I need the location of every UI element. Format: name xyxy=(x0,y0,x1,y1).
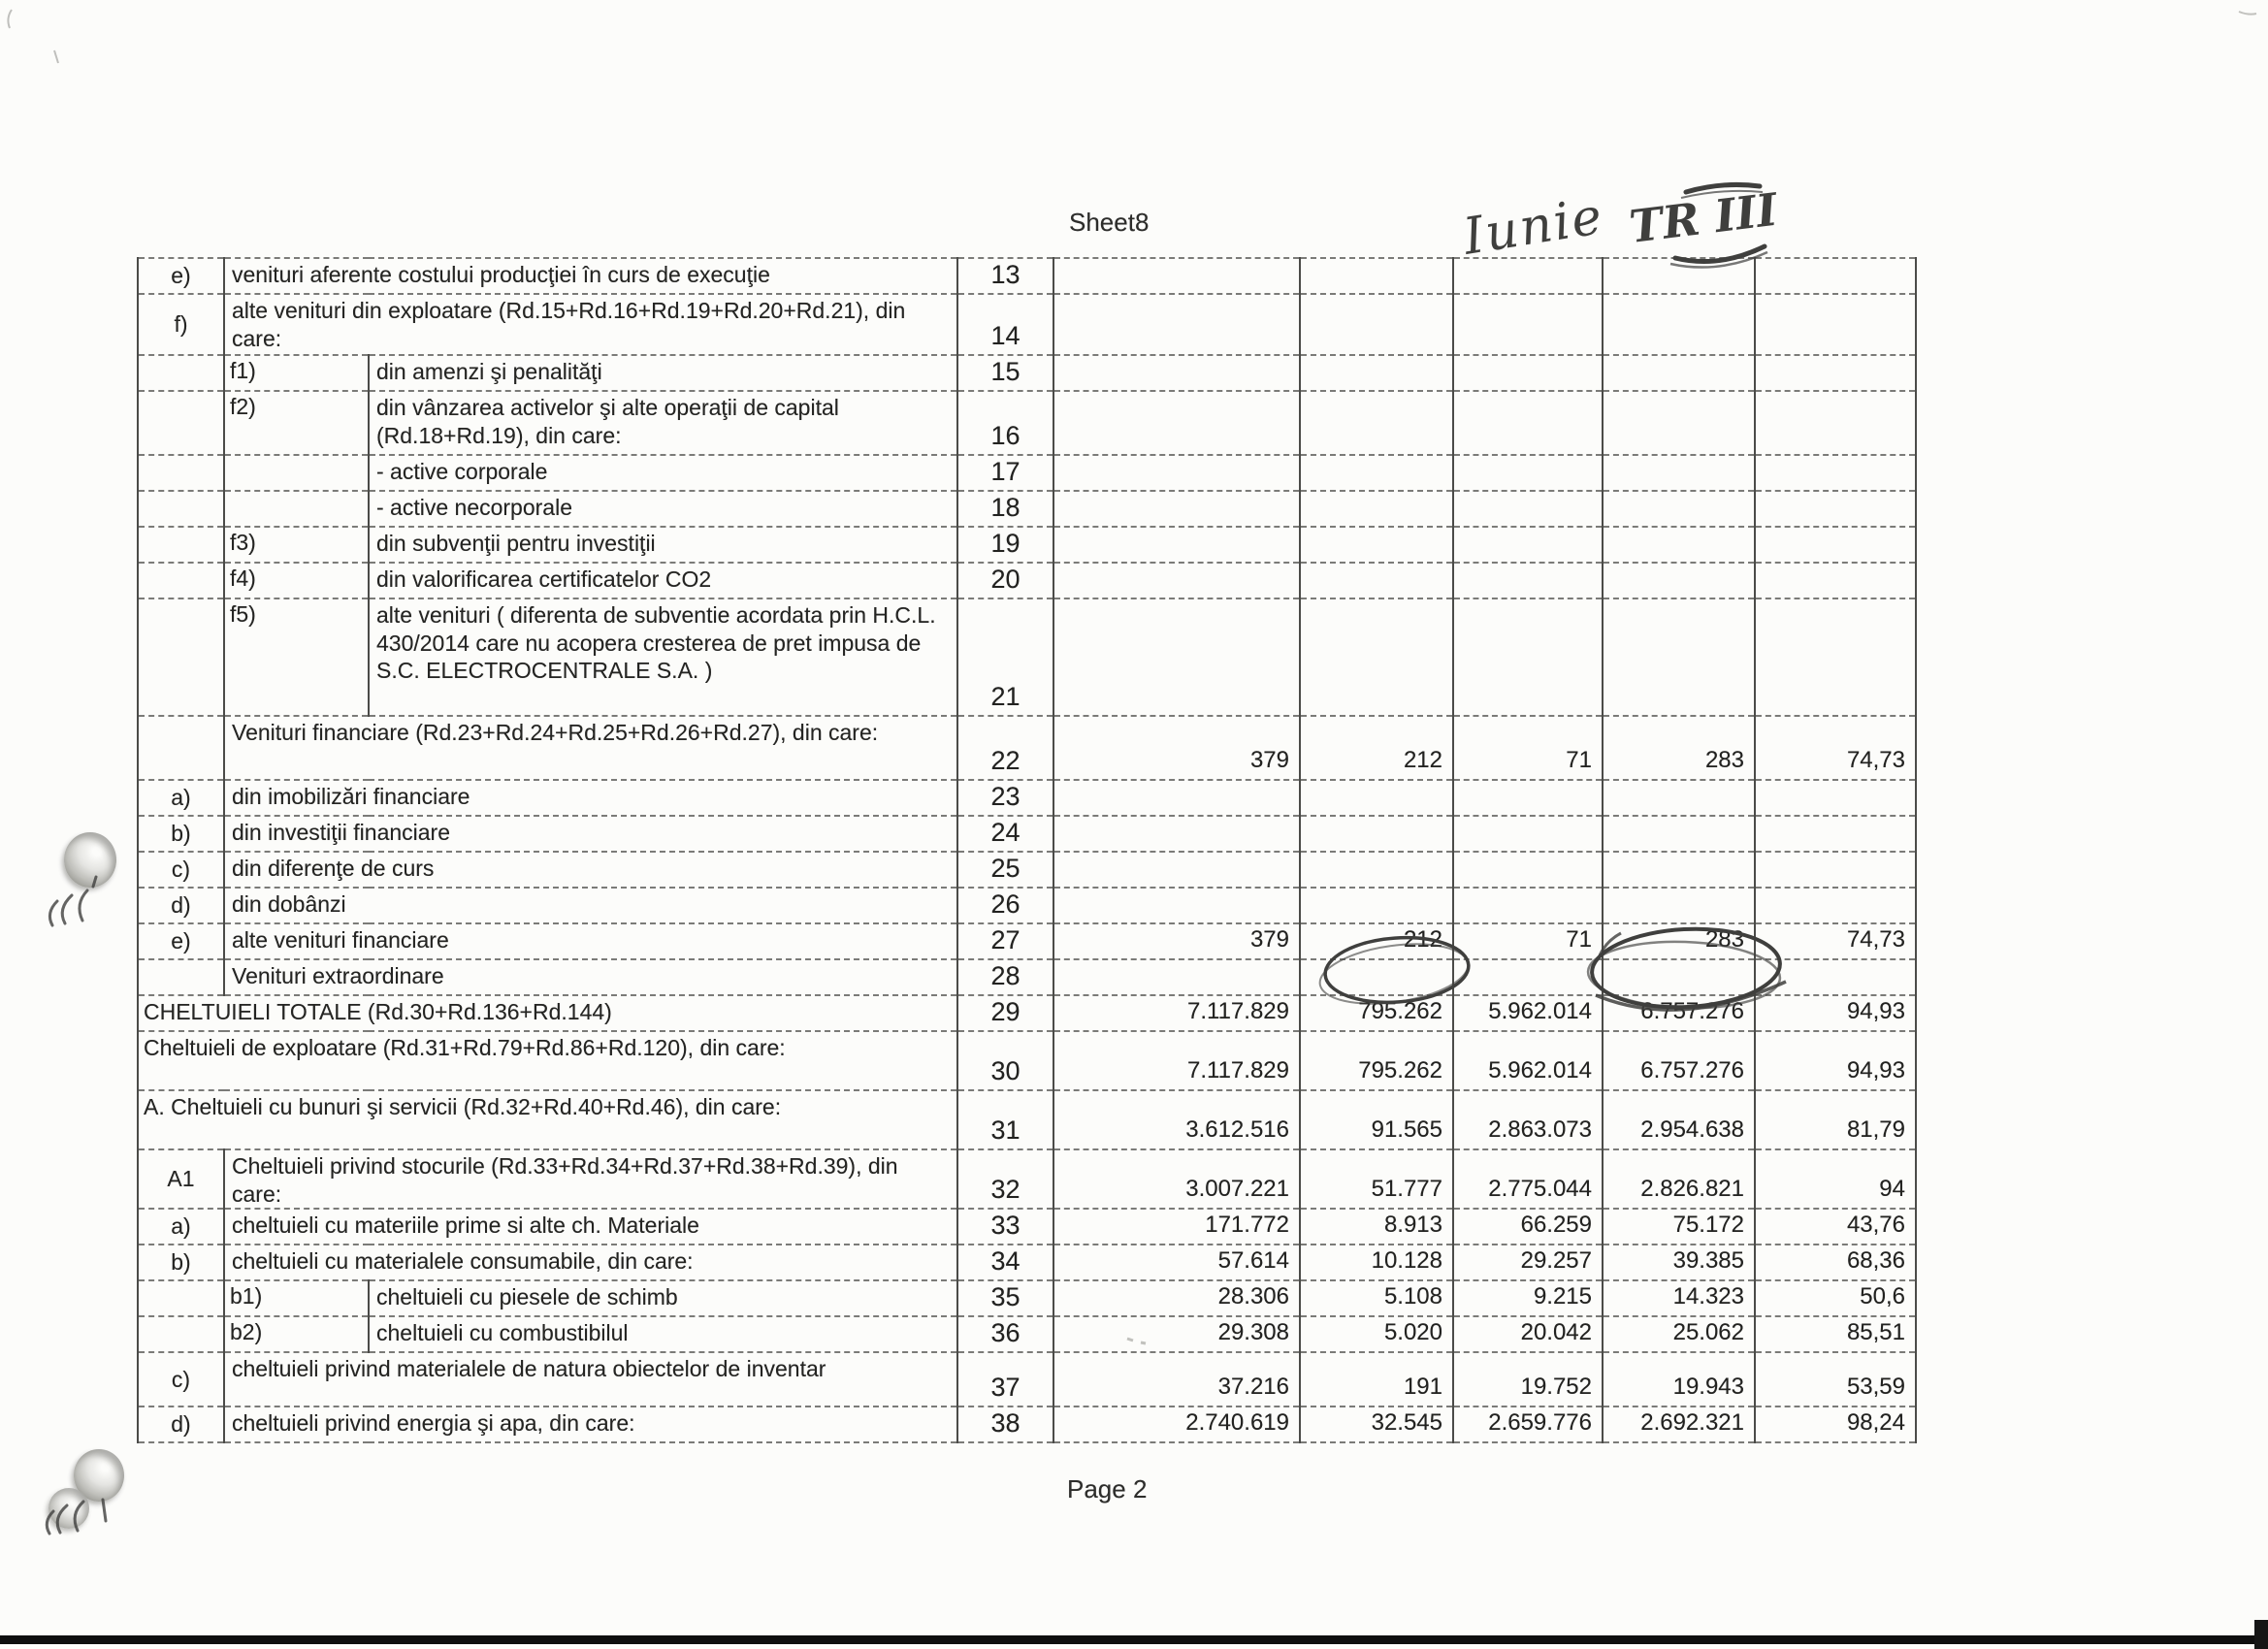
item-letter-cell: c) xyxy=(138,852,224,888)
item-label-cell: cheltuieli privind energia şi apa, din care: xyxy=(224,1406,957,1442)
value-cell xyxy=(1300,258,1453,294)
value-cell: 57.614 xyxy=(1053,1245,1300,1280)
page-number-footer: Page 2 xyxy=(1067,1474,1148,1504)
value-cell: 98,24 xyxy=(1755,1406,1916,1442)
value-cell xyxy=(1053,455,1300,491)
item-letter-cell xyxy=(138,598,224,716)
item-letter-cell: d) xyxy=(138,888,224,923)
item-letter-cell xyxy=(138,355,224,391)
value-cell xyxy=(1453,527,1603,563)
value-cell xyxy=(1053,391,1300,455)
value-cell xyxy=(1300,563,1453,598)
item-label-cell: Venituri financiare (Rd.23+Rd.24+Rd.25+Rd.26+Rd.27), din care: xyxy=(224,716,957,780)
item-label-cell: Cheltuieli de exploatare (Rd.31+Rd.79+Rd.86+Rd.120), din care: xyxy=(138,1031,957,1090)
value-cell: 5.108 xyxy=(1300,1280,1453,1316)
value-cell: 7.117.829 xyxy=(1053,1031,1300,1090)
table-row xyxy=(138,959,1916,995)
table-row xyxy=(138,1406,1916,1442)
value-cell: 14.323 xyxy=(1603,1280,1755,1316)
table-row xyxy=(138,923,1916,959)
value-cell: 2.775.044 xyxy=(1453,1149,1603,1209)
value-cell xyxy=(1453,294,1603,355)
value-cell xyxy=(1755,563,1916,598)
value-cell xyxy=(1603,959,1755,995)
value-cell: 19.943 xyxy=(1603,1352,1755,1406)
value-cell xyxy=(1053,780,1300,816)
item-subletter-cell: f5) xyxy=(224,598,369,716)
item-label-cell: - active corporale xyxy=(369,455,957,491)
value-cell xyxy=(1755,852,1916,888)
value-cell: 2.692.321 xyxy=(1603,1406,1755,1442)
value-cell: 74,73 xyxy=(1755,716,1916,780)
value-cell xyxy=(1453,455,1603,491)
value-cell xyxy=(1603,852,1755,888)
item-letter-cell xyxy=(138,1280,224,1316)
row-number-cell: 15 xyxy=(957,355,1053,391)
value-cell: 283 xyxy=(1603,716,1755,780)
item-letter-cell xyxy=(138,527,224,563)
value-cell: 71 xyxy=(1453,923,1603,959)
handwriting-overline-echo xyxy=(1681,191,1763,198)
item-letter-cell: c) xyxy=(138,1352,224,1406)
item-label-cell: cheltuieli cu materialele consumabile, din care: xyxy=(224,1245,957,1280)
item-label-cell: cheltuieli privind materialele de natura obiectelor de inventar xyxy=(224,1352,957,1406)
value-cell xyxy=(1300,355,1453,391)
value-cell: 795.262 xyxy=(1300,995,1453,1031)
value-cell: 81,79 xyxy=(1755,1090,1916,1149)
item-letter-cell xyxy=(138,959,224,995)
value-cell xyxy=(1453,888,1603,923)
item-subletter-cell xyxy=(224,491,369,527)
value-cell: 37.216 xyxy=(1053,1352,1300,1406)
value-cell xyxy=(1453,563,1603,598)
value-cell: 51.777 xyxy=(1300,1149,1453,1209)
sheet-title: Sheet8 xyxy=(1069,208,1150,237)
row-number-cell: 37 xyxy=(957,1352,1053,1406)
value-cell: 20.042 xyxy=(1453,1316,1603,1352)
value-cell xyxy=(1755,780,1916,816)
value-cell: 2.826.821 xyxy=(1603,1149,1755,1209)
item-letter-cell: a) xyxy=(138,780,224,816)
item-letter-cell: a) xyxy=(138,1209,224,1245)
table-row xyxy=(138,995,1916,1031)
value-cell: 32.545 xyxy=(1300,1406,1453,1442)
item-label-cell: alte venituri financiare xyxy=(224,923,957,959)
value-cell xyxy=(1053,355,1300,391)
table-row xyxy=(138,355,1916,391)
financial-table xyxy=(137,257,1917,1443)
value-cell xyxy=(1755,294,1916,355)
table-row xyxy=(138,816,1916,852)
item-label-cell: CHELTUIELI TOTALE (Rd.30+Rd.136+Rd.144) xyxy=(138,995,957,1031)
scan-edge-mark xyxy=(2254,1620,2268,1649)
value-cell xyxy=(1755,491,1916,527)
value-cell xyxy=(1300,391,1453,455)
item-letter-cell xyxy=(138,391,224,455)
value-cell xyxy=(1300,816,1453,852)
table-row xyxy=(138,1245,1916,1280)
value-cell: 43,76 xyxy=(1755,1209,1916,1245)
item-subletter-cell: f3) xyxy=(224,527,369,563)
value-cell: 91.565 xyxy=(1300,1090,1453,1149)
item-label-cell: cheltuieli cu combustibilul xyxy=(369,1316,957,1352)
value-cell xyxy=(1453,258,1603,294)
item-label-cell: din diferenţe de curs xyxy=(224,852,957,888)
value-cell xyxy=(1755,598,1916,716)
value-cell: 71 xyxy=(1453,716,1603,780)
value-cell xyxy=(1603,816,1755,852)
item-subletter-cell: b2) xyxy=(224,1316,369,1352)
row-number-cell: 25 xyxy=(957,852,1053,888)
value-cell: 7.117.829 xyxy=(1053,995,1300,1031)
value-cell xyxy=(1453,852,1603,888)
hole-punch-smudge xyxy=(64,832,116,888)
value-cell xyxy=(1053,888,1300,923)
item-label-cell: din amenzi şi penalităţi xyxy=(369,355,957,391)
item-subletter-cell: b1) xyxy=(224,1280,369,1316)
item-label-cell: Cheltuieli privind stocurile (Rd.33+Rd.34+Rd.37+Rd.38+Rd.39), din care: xyxy=(224,1149,957,1209)
value-cell xyxy=(1300,888,1453,923)
table-row xyxy=(138,1280,1916,1316)
value-cell xyxy=(1053,258,1300,294)
value-cell xyxy=(1300,780,1453,816)
value-cell: 5.962.014 xyxy=(1453,995,1603,1031)
value-cell: 6.757.276 xyxy=(1603,995,1755,1031)
row-number-cell: 33 xyxy=(957,1209,1053,1245)
row-number-cell: 32 xyxy=(957,1149,1053,1209)
value-cell xyxy=(1755,888,1916,923)
value-cell xyxy=(1300,455,1453,491)
value-cell xyxy=(1755,258,1916,294)
row-number-cell: 30 xyxy=(957,1031,1053,1090)
value-cell xyxy=(1603,355,1755,391)
value-cell: 2.740.619 xyxy=(1053,1406,1300,1442)
item-label-cell: din subvenţii pentru investiţii xyxy=(369,527,957,563)
table-row xyxy=(138,491,1916,527)
value-cell xyxy=(1300,598,1453,716)
item-letter-cell: A1 xyxy=(138,1149,224,1209)
item-label-cell: alte venituri din exploatare (Rd.15+Rd.16+Rd.19+Rd.20+Rd.21), din care: xyxy=(224,294,957,355)
row-number-cell: 23 xyxy=(957,780,1053,816)
table-row xyxy=(138,1090,1916,1149)
value-cell xyxy=(1755,959,1916,995)
item-label-cell: alte venituri ( diferenta de subventie acordata prin H.C.L. 430/2014 care nu acopera cresterea de pret impusa de S.C. ELECTROCENTRALE S.A. ) xyxy=(369,598,957,716)
item-letter-cell: e) xyxy=(138,923,224,959)
value-cell xyxy=(1755,355,1916,391)
item-subletter-cell: f4) xyxy=(224,563,369,598)
value-cell: 94,93 xyxy=(1755,995,1916,1031)
table-row xyxy=(138,294,1916,355)
item-label-cell: - active necorporale xyxy=(369,491,957,527)
item-letter-cell xyxy=(138,491,224,527)
value-cell: 5.020 xyxy=(1300,1316,1453,1352)
value-cell xyxy=(1053,527,1300,563)
value-cell xyxy=(1755,391,1916,455)
value-cell xyxy=(1603,598,1755,716)
value-cell: 379 xyxy=(1053,923,1300,959)
item-letter-cell xyxy=(138,716,224,780)
value-cell: 8.913 xyxy=(1300,1209,1453,1245)
row-number-cell: 28 xyxy=(957,959,1053,995)
value-cell xyxy=(1603,455,1755,491)
item-label-cell: din valorificarea certificatelor CO2 xyxy=(369,563,957,598)
value-cell: 191 xyxy=(1300,1352,1453,1406)
value-cell xyxy=(1453,391,1603,455)
row-number-cell: 22 xyxy=(957,716,1053,780)
item-letter-cell xyxy=(138,455,224,491)
item-label-cell: din vânzarea activelor şi alte operaţii de capital (Rd.18+Rd.19), din care: xyxy=(369,391,957,455)
handwriting-overline-stroke xyxy=(1686,184,1760,192)
row-number-cell: 17 xyxy=(957,455,1053,491)
value-cell xyxy=(1603,527,1755,563)
row-number-cell: 13 xyxy=(957,258,1053,294)
value-cell: 3.612.516 xyxy=(1053,1090,1300,1149)
scan-edge-bar xyxy=(0,1635,2268,1644)
item-label-cell: cheltuieli cu piesele de schimb xyxy=(369,1280,957,1316)
table-row xyxy=(138,716,1916,780)
value-cell: 25.062 xyxy=(1603,1316,1755,1352)
item-label-cell: din investiţii financiare xyxy=(224,816,957,852)
row-number-cell: 21 xyxy=(957,598,1053,716)
item-subletter-cell: f2) xyxy=(224,391,369,455)
table-row xyxy=(138,780,1916,816)
value-cell xyxy=(1053,563,1300,598)
value-cell xyxy=(1603,780,1755,816)
value-cell: 19.752 xyxy=(1453,1352,1603,1406)
value-cell: 212 xyxy=(1300,923,1453,959)
row-number-cell: 31 xyxy=(957,1090,1053,1149)
table-row xyxy=(138,391,1916,455)
value-cell: 29.308 xyxy=(1053,1316,1300,1352)
value-cell: 53,59 xyxy=(1755,1352,1916,1406)
item-label-cell: venituri aferente costului producţiei în curs de execuţie xyxy=(224,258,957,294)
value-cell: 85,51 xyxy=(1755,1316,1916,1352)
value-cell xyxy=(1755,527,1916,563)
row-number-cell: 38 xyxy=(957,1406,1053,1442)
value-cell: 28.306 xyxy=(1053,1280,1300,1316)
value-cell xyxy=(1053,491,1300,527)
value-cell xyxy=(1603,491,1755,527)
handwriting-trimester-text: TR III xyxy=(1626,182,1781,253)
item-label-cell: A. Cheltuieli cu bunuri şi servicii (Rd.32+Rd.40+Rd.46), din care: xyxy=(138,1090,957,1149)
value-cell xyxy=(1053,959,1300,995)
table-row xyxy=(138,1031,1916,1090)
table-row xyxy=(138,258,1916,294)
value-cell xyxy=(1755,816,1916,852)
value-cell: 2.863.073 xyxy=(1453,1090,1603,1149)
margin-scribbles xyxy=(47,877,106,1534)
item-letter-cell: b) xyxy=(138,1245,224,1280)
value-cell: 75.172 xyxy=(1603,1209,1755,1245)
item-letter-cell: e) xyxy=(138,258,224,294)
value-cell xyxy=(1453,816,1603,852)
value-cell: 29.257 xyxy=(1453,1245,1603,1280)
value-cell xyxy=(1300,294,1453,355)
value-cell xyxy=(1053,852,1300,888)
value-cell: 39.385 xyxy=(1603,1245,1755,1280)
item-letter-cell xyxy=(138,1316,224,1352)
table-row xyxy=(138,598,1916,716)
value-cell: 74,73 xyxy=(1755,923,1916,959)
value-cell xyxy=(1603,294,1755,355)
value-cell: 10.128 xyxy=(1300,1245,1453,1280)
value-cell: 68,36 xyxy=(1755,1245,1916,1280)
value-cell xyxy=(1453,598,1603,716)
item-letter-cell: d) xyxy=(138,1406,224,1442)
table-row xyxy=(138,455,1916,491)
table-row xyxy=(138,1209,1916,1245)
handwriting-month-text: Iunie xyxy=(1459,186,1608,267)
table-row xyxy=(138,852,1916,888)
value-cell xyxy=(1053,598,1300,716)
row-number-cell: 19 xyxy=(957,527,1053,563)
table-row xyxy=(138,1316,1916,1352)
table-row xyxy=(138,527,1916,563)
value-cell: 5.962.014 xyxy=(1453,1031,1603,1090)
item-subletter-cell xyxy=(224,455,369,491)
hole-punch-smudge xyxy=(49,1488,89,1529)
row-number-cell: 26 xyxy=(957,888,1053,923)
value-cell xyxy=(1603,391,1755,455)
value-cell xyxy=(1603,258,1755,294)
value-cell xyxy=(1603,888,1755,923)
value-cell xyxy=(1300,959,1453,995)
value-cell xyxy=(1755,455,1916,491)
value-cell xyxy=(1603,563,1755,598)
item-letter-cell: b) xyxy=(138,816,224,852)
item-subletter-cell: f1) xyxy=(224,355,369,391)
value-cell xyxy=(1053,816,1300,852)
item-label-cell: din dobânzi xyxy=(224,888,957,923)
value-cell xyxy=(1053,294,1300,355)
table-row xyxy=(138,888,1916,923)
value-cell: 379 xyxy=(1053,716,1300,780)
row-number-cell: 35 xyxy=(957,1280,1053,1316)
value-cell xyxy=(1300,527,1453,563)
handwriting-top-right xyxy=(1459,182,1782,267)
value-cell xyxy=(1300,491,1453,527)
value-cell: 94,93 xyxy=(1755,1031,1916,1090)
value-cell: 50,6 xyxy=(1755,1280,1916,1316)
value-cell: 66.259 xyxy=(1453,1209,1603,1245)
value-cell: 283 xyxy=(1603,923,1755,959)
item-letter-cell: f) xyxy=(138,294,224,355)
row-number-cell: 20 xyxy=(957,563,1053,598)
value-cell xyxy=(1453,959,1603,995)
item-label-cell: Venituri extraordinare xyxy=(224,959,957,995)
row-number-cell: 34 xyxy=(957,1245,1053,1280)
table-row xyxy=(138,563,1916,598)
value-cell xyxy=(1453,355,1603,391)
value-cell: 2.954.638 xyxy=(1603,1090,1755,1149)
table-row xyxy=(138,1352,1916,1406)
value-cell: 3.007.221 xyxy=(1053,1149,1300,1209)
value-cell: 795.262 xyxy=(1300,1031,1453,1090)
row-number-cell: 18 xyxy=(957,491,1053,527)
table-row xyxy=(138,1149,1916,1209)
item-letter-cell xyxy=(138,563,224,598)
value-cell: 94 xyxy=(1755,1149,1916,1209)
item-label-cell: din imobilizări financiare xyxy=(224,780,957,816)
value-cell: 9.215 xyxy=(1453,1280,1603,1316)
value-cell: 212 xyxy=(1300,716,1453,780)
row-number-cell: 27 xyxy=(957,923,1053,959)
row-number-cell: 16 xyxy=(957,391,1053,455)
item-label-cell: cheltuieli cu materiile prime si alte ch. Materiale xyxy=(224,1209,957,1245)
row-number-cell: 36 xyxy=(957,1316,1053,1352)
value-cell: 171.772 xyxy=(1053,1209,1300,1245)
financial-table-wrapper xyxy=(137,257,1917,1443)
value-cell xyxy=(1453,780,1603,816)
row-number-cell: 24 xyxy=(957,816,1053,852)
value-cell xyxy=(1453,491,1603,527)
value-cell: 6.757.276 xyxy=(1603,1031,1755,1090)
value-cell xyxy=(1300,852,1453,888)
row-number-cell: 29 xyxy=(957,995,1053,1031)
row-number-cell: 14 xyxy=(957,294,1053,355)
value-cell: 2.659.776 xyxy=(1453,1406,1603,1442)
